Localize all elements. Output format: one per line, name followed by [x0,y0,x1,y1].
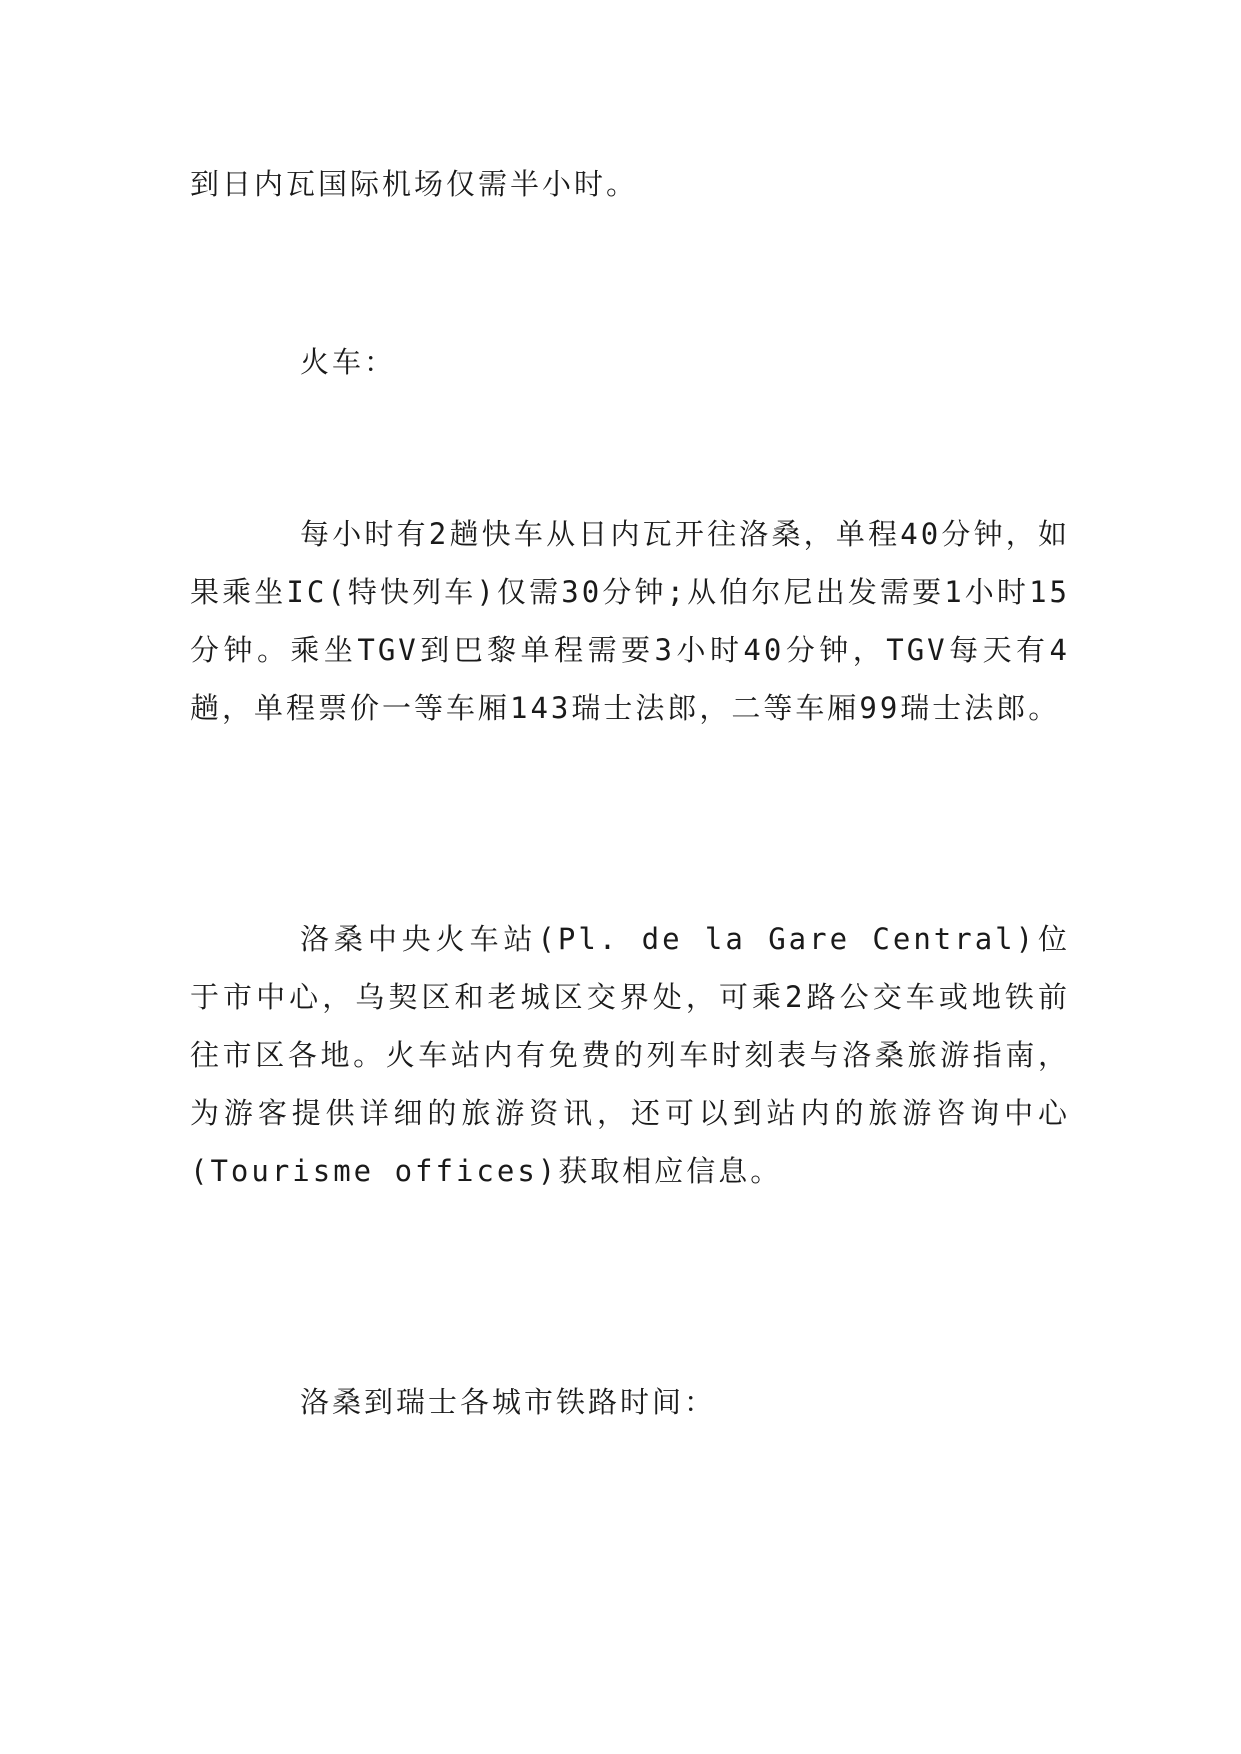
heading-train: 火车： [300,345,397,379]
paragraph-airport-time: 到日内瓦国际机场仅需半小时。 [190,167,639,201]
paragraph-central-station: 洛桑中央火车站(Pl. de la Gare Central)位于市中心，乌契区和老城区交界处，可乘2路公交车或地铁前往市区各地。火车站内有免费的列车时刻表与洛桑旅游指南，为游客提供详细的旅游资讯，还可以到站内的旅游咨询中心(Tourisme offices)获取相应信息。 [190,922,1070,1188]
heading-rail-times: 洛桑到瑞士各城市铁路时间： [300,1385,717,1419]
paragraph-train-schedule: 每小时有2趟快车从日内瓦开往洛桑，单程40分钟，如果乘坐IC(特快列车)仅需30分钟;从伯尔尼出发需要1小时15分钟。乘坐TGV到巴黎单程需要3小时40分钟，TGV每天有4趟，单程票价一等车厢143瑞士法郎，二等车厢99瑞士法郎。 [190,517,1070,725]
